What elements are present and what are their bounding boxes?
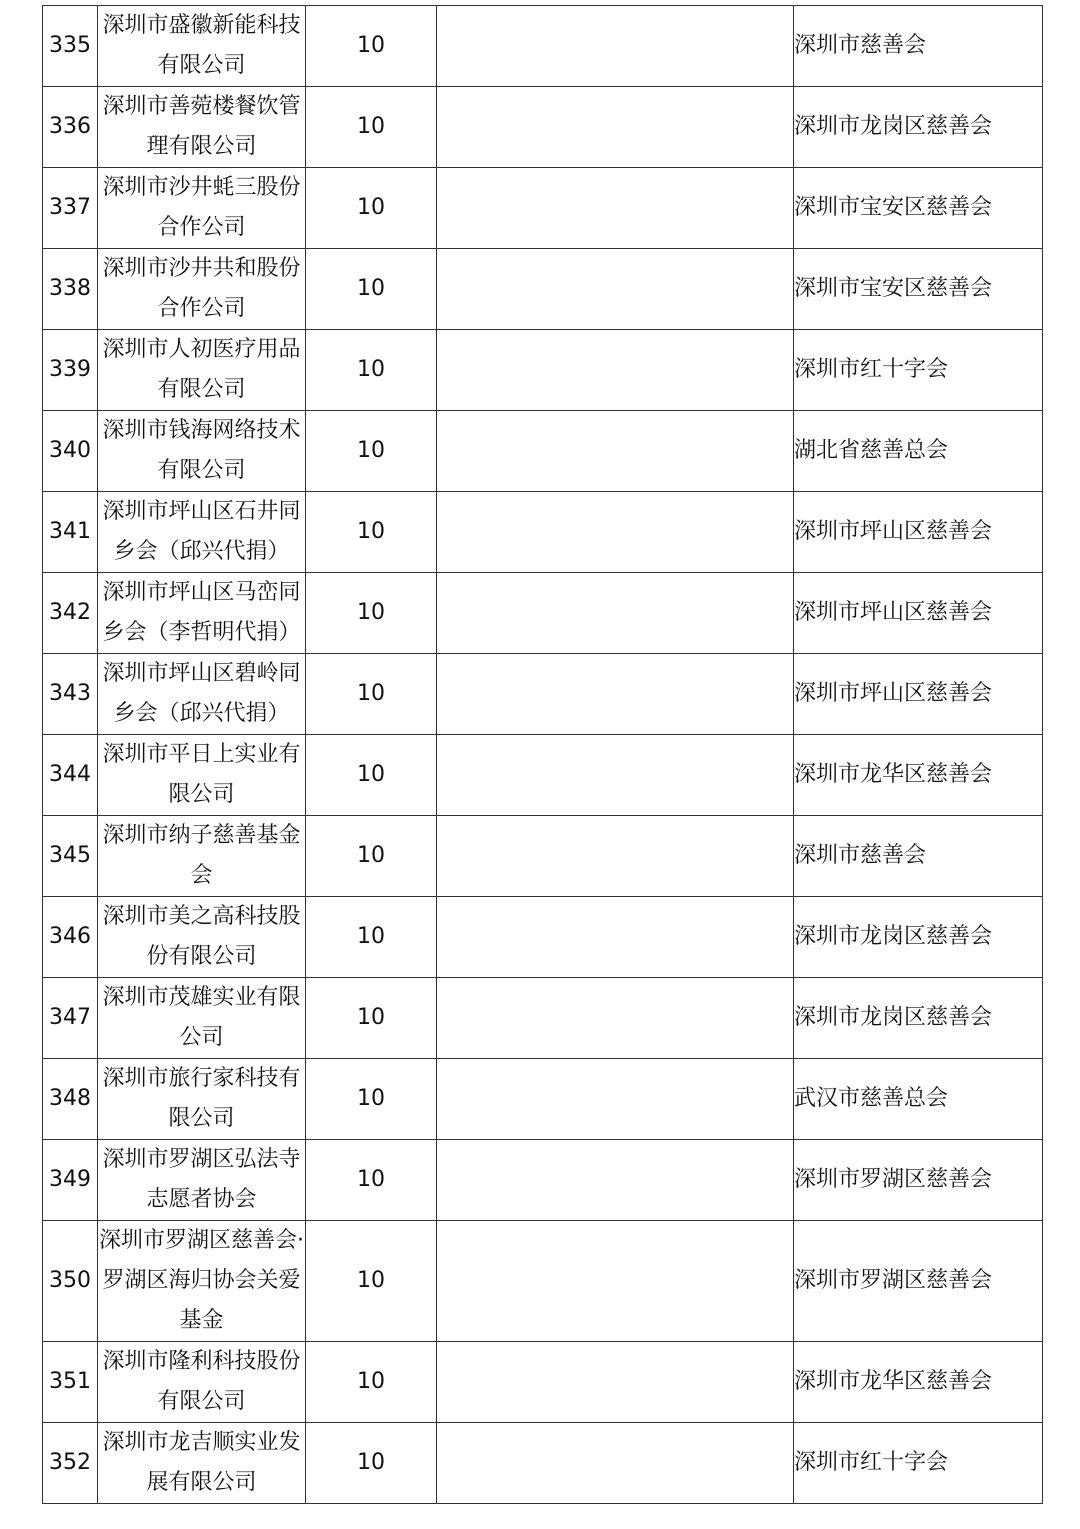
table-row	[43, 6, 1043, 87]
amount-cell: 10	[306, 1423, 437, 1504]
row-number-cell: 336	[43, 87, 98, 168]
donor-name-cell: 深圳市隆利科技股份有限公司	[98, 1342, 306, 1423]
donor-name-cell: 深圳市坪山区碧岭同乡会（邱兴代捐）	[98, 654, 306, 735]
amount-cell: 10	[306, 330, 437, 411]
table-row	[43, 978, 1043, 1059]
row-number-cell: 337	[43, 168, 98, 249]
recipient-org-cell: 深圳市慈善会	[794, 6, 1043, 87]
table-row	[43, 573, 1043, 654]
amount-cell: 10	[306, 654, 437, 735]
row-number-cell: 340	[43, 411, 98, 492]
blank-cell	[437, 735, 794, 816]
donor-name-cell: 深圳市纳子慈善基金会	[98, 816, 306, 897]
table-row	[43, 1342, 1043, 1423]
table-row	[43, 168, 1043, 249]
amount-cell: 10	[306, 6, 437, 87]
donor-name-cell: 深圳市平日上实业有限公司	[98, 735, 306, 816]
table-row	[43, 735, 1043, 816]
row-number-cell: 339	[43, 330, 98, 411]
donor-name-cell: 深圳市人初医疗用品有限公司	[98, 330, 306, 411]
amount-cell: 10	[306, 249, 437, 330]
donor-name-cell: 深圳市罗湖区慈善会·罗湖区海归协会关爱基金	[98, 1221, 306, 1342]
table-row	[43, 249, 1043, 330]
blank-cell	[437, 897, 794, 978]
amount-cell: 10	[306, 735, 437, 816]
recipient-org-cell: 深圳市罗湖区慈善会	[794, 1140, 1043, 1221]
table-row	[43, 1423, 1043, 1504]
donor-name-cell: 深圳市旅行家科技有限公司	[98, 1059, 306, 1140]
blank-cell	[437, 249, 794, 330]
amount-cell: 10	[306, 816, 437, 897]
table-row	[43, 411, 1043, 492]
donor-name-cell: 深圳市罗湖区弘法寺志愿者协会	[98, 1140, 306, 1221]
row-number-cell: 341	[43, 492, 98, 573]
blank-cell	[437, 816, 794, 897]
recipient-org-cell: 深圳市龙岗区慈善会	[794, 978, 1043, 1059]
recipient-org-cell: 深圳市宝安区慈善会	[794, 168, 1043, 249]
blank-cell	[437, 1342, 794, 1423]
donor-name-cell: 深圳市美之高科技股份有限公司	[98, 897, 306, 978]
recipient-org-cell: 深圳市红十字会	[794, 1423, 1043, 1504]
row-number-cell: 352	[43, 1423, 98, 1504]
recipient-org-cell: 深圳市红十字会	[794, 330, 1043, 411]
row-number-cell: 349	[43, 1140, 98, 1221]
recipient-org-cell: 武汉市慈善总会	[794, 1059, 1043, 1140]
table-row	[43, 816, 1043, 897]
row-number-cell: 350	[43, 1221, 98, 1342]
blank-cell	[437, 87, 794, 168]
recipient-org-cell: 深圳市宝安区慈善会	[794, 249, 1043, 330]
blank-cell	[437, 1423, 794, 1504]
table-row	[43, 654, 1043, 735]
table-row	[43, 897, 1043, 978]
amount-cell: 10	[306, 411, 437, 492]
row-number-cell: 342	[43, 573, 98, 654]
blank-cell	[437, 168, 794, 249]
blank-cell	[437, 492, 794, 573]
blank-cell	[437, 654, 794, 735]
row-number-cell: 345	[43, 816, 98, 897]
recipient-org-cell: 深圳市罗湖区慈善会	[794, 1221, 1043, 1342]
donor-name-cell: 深圳市钱海网络技术有限公司	[98, 411, 306, 492]
amount-cell: 10	[306, 978, 437, 1059]
recipient-org-cell: 深圳市龙岗区慈善会	[794, 87, 1043, 168]
amount-cell: 10	[306, 1342, 437, 1423]
donor-name-cell: 深圳市坪山区石井同乡会（邱兴代捐）	[98, 492, 306, 573]
recipient-org-cell: 深圳市龙华区慈善会	[794, 735, 1043, 816]
blank-cell	[437, 6, 794, 87]
donor-name-cell: 深圳市善菀楼餐饮管理有限公司	[98, 87, 306, 168]
table-body	[43, 6, 1043, 1504]
blank-cell	[437, 1059, 794, 1140]
donation-table	[42, 5, 1043, 1504]
blank-cell	[437, 978, 794, 1059]
amount-cell: 10	[306, 87, 437, 168]
row-number-cell: 348	[43, 1059, 98, 1140]
blank-cell	[437, 411, 794, 492]
recipient-org-cell: 深圳市龙岗区慈善会	[794, 897, 1043, 978]
table-row	[43, 1059, 1043, 1140]
table-row	[43, 87, 1043, 168]
blank-cell	[437, 1221, 794, 1342]
amount-cell: 10	[306, 573, 437, 654]
donor-name-cell: 深圳市沙井共和股份合作公司	[98, 249, 306, 330]
row-number-cell: 338	[43, 249, 98, 330]
row-number-cell: 351	[43, 1342, 98, 1423]
blank-cell	[437, 1140, 794, 1221]
amount-cell: 10	[306, 1059, 437, 1140]
amount-cell: 10	[306, 897, 437, 978]
amount-cell: 10	[306, 492, 437, 573]
recipient-org-cell: 深圳市慈善会	[794, 816, 1043, 897]
recipient-org-cell: 深圳市坪山区慈善会	[794, 654, 1043, 735]
row-number-cell: 343	[43, 654, 98, 735]
recipient-org-cell: 湖北省慈善总会	[794, 411, 1043, 492]
amount-cell: 10	[306, 1140, 437, 1221]
donor-name-cell: 深圳市龙吉顺实业发展有限公司	[98, 1423, 306, 1504]
amount-cell: 10	[306, 1221, 437, 1342]
recipient-org-cell: 深圳市坪山区慈善会	[794, 573, 1043, 654]
table-row	[43, 1221, 1043, 1342]
donor-name-cell: 深圳市沙井蚝三股份合作公司	[98, 168, 306, 249]
row-number-cell: 335	[43, 6, 98, 87]
blank-cell	[437, 330, 794, 411]
recipient-org-cell: 深圳市龙华区慈善会	[794, 1342, 1043, 1423]
blank-cell	[437, 573, 794, 654]
row-number-cell: 347	[43, 978, 98, 1059]
row-number-cell: 344	[43, 735, 98, 816]
recipient-org-cell: 深圳市坪山区慈善会	[794, 492, 1043, 573]
donor-name-cell: 深圳市盛徽新能科技有限公司	[98, 6, 306, 87]
table-row	[43, 1140, 1043, 1221]
table-row	[43, 330, 1043, 411]
donor-name-cell: 深圳市茂雄实业有限公司	[98, 978, 306, 1059]
amount-cell: 10	[306, 168, 437, 249]
table-row	[43, 492, 1043, 573]
row-number-cell: 346	[43, 897, 98, 978]
donor-name-cell: 深圳市坪山区马峦同乡会（李哲明代捐）	[98, 573, 306, 654]
